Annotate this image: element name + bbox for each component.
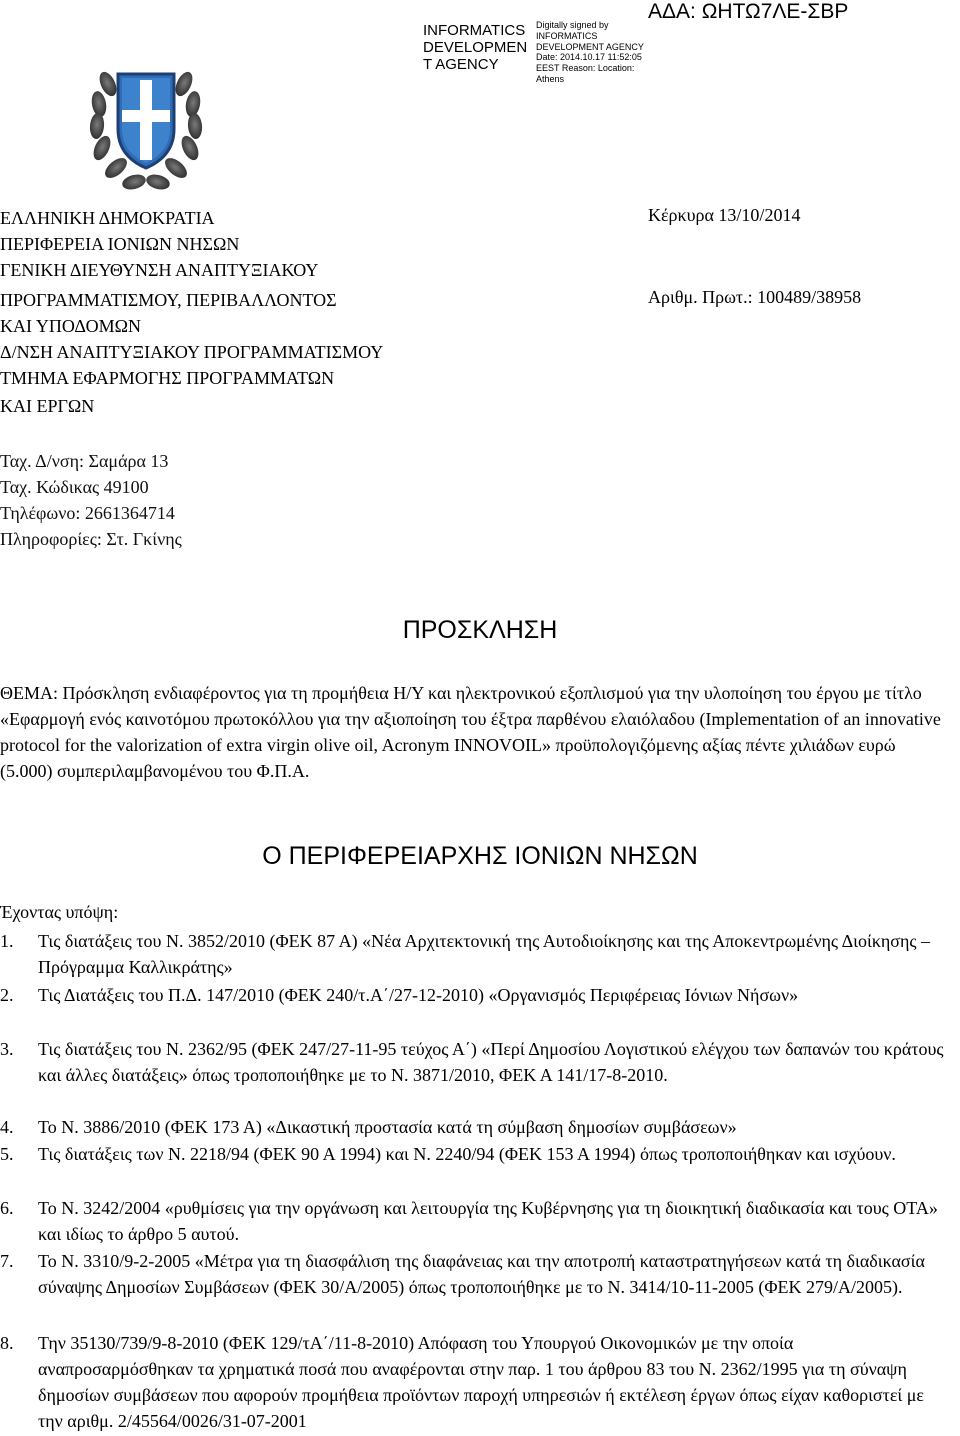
list-item-number: 5. [0, 1144, 14, 1164]
contact-line: Ταχ. Κώδικας 49100 [0, 477, 149, 497]
header-line: ΤΜΗΜΑ ΕΦΑΡΜΟΓΗΣ ΠΡΟΓΡΑΜΜΑΤΩΝ [0, 368, 335, 388]
header-line: ΓΕΝΙΚΗ ΔΙΕΥΘΥΝΣΗ ΑΝΑΠΤΥΞΙΑΚΟΥ [0, 260, 319, 280]
list-item-number: 3. [0, 1039, 14, 1059]
list-item-number: 6. [0, 1198, 14, 1218]
header-line: ΠΕΡΙΦΕΡΕΙΑ ΙΟΝΙΩΝ ΝΗΣΩΝ [0, 234, 240, 254]
header-line: Δ/ΝΣΗ ΑΝΑΠΤΥΞΙΑΚΟΥ ΠΡΟΓΡΑΜΜΑΤΙΣΜΟΥ [0, 342, 384, 362]
list-item-text: Το Ν. 3242/2004 «ρυθμίσεις για την οργάνωση και λειτουργία της Κυβέρνησης για τη διοικητική διαδικασία και τους ΟΤΑ» και ιδίως το άρθρο 5 αυτού. [38, 1198, 938, 1244]
list-item-text: Το Ν. 3886/2010 (ΦΕΚ 173 Α) «Δικαστική προστασία κατά τη σύμβαση δημοσίων συμβάσεων» [38, 1117, 737, 1137]
header-line: ΚΑΙ ΥΠΟΔΟΜΩΝ [0, 316, 142, 336]
list-item-number: 8. [0, 1333, 14, 1353]
list-item-number: 1. [0, 931, 14, 951]
page-title: ΠΡΟΣΚΛΗΣΗ [402, 616, 558, 644]
signature-details: Digitally signed by INFORMATICS DEVELOPMENT AGENCY Date: 2014.10.17 11:52:05 EEST Reason: Location: Athens [536, 20, 644, 84]
list-item-text: Τις διατάξεις του Ν. 3852/2010 (ΦΕΚ 87 Α) «Νέα Αρχιτεκτονική της Αυτοδιοίκησης και της Αποκεντρωμένης Διοίκησης – Πρόγραμμα Καλλικράτης» [38, 931, 931, 977]
list-item-text: Το Ν. 3310/9-2-2005 «Μέτρα για τη διασφάλιση της διαφάνειας και την αποτροπή καταστρατηγήσεων κατά τη διαδικασία σύναψης Δημοσίων Συμβάσεων (ΦΕΚ 30/Α/2005) όπως τροποποιήθηκε με το Ν. 3414/10-11-2005 (ΦΕΚ 279/Α/2005). [38, 1251, 925, 1297]
signature-signer: INFORMATICS DEVELOPMEN T AGENCY [423, 22, 528, 73]
subject-paragraph [0, 680, 945, 784]
list-item-text: Τις διατάξεις του Ν. 2362/95 (ΦΕΚ 247/27-11-95 τεύχος Α΄) «Περί Δημοσίου Λογιστικού ελέγχου των δαπανών του κράτους και άλλες διατάξεις» όπως τροποποιήθηκε με το Ν. 3871/2010, ΦΕΚ Α 141/17-8-2010. [38, 1039, 944, 1085]
header-line: ΕΛΛΗΝΙΚΗ ΔΗΜΟΚΡΑΤΙΑ [0, 208, 215, 228]
place-date: Κέρκυρα 13/10/2014 [648, 205, 801, 225]
contact-line: Ταχ. Δ/νση: Σαμάρα 13 [0, 451, 169, 471]
subject-text: ΘΕΜΑ: Πρόσκληση ενδιαφέροντος για τη προμήθεια Η/Υ και ηλεκτρονικού εξοπλισμού για την υλοποίηση του έργου με τίτλο «Εφαρμογή ενός καινοτόμου πρωτοκόλλου για την αξιοποίηση του έξτρα παρθένου ελαιόλαδου (Implementation of an innovative protocol for the valorization of extra virgin olive oil, Acronym INNOVOIL» προϋπολογιζόμενης αξίας πέντε χιλιάδων ευρώ (5.000) συμπεριλαμβανομένου του Φ.Π.Α. [0, 683, 941, 781]
list-item-text: Την 35130/739/9-8-2010 (ΦΕΚ 129/τΑ΄/11-8-2010) Απόφαση του Υπουργού Οικονομικών με την οποία αναπροσαρμόσθηκαν τα χρηματικά ποσά που αναφέρονται στην παρ. 1 του άρθρου 83 του Ν. 2362/1995 για τη σύναψη δημοσίων συμβάσεων που αφορούν προμήθεια προϊόντων παροχή υπηρεσιών ή εκτέλεση έργων όπως είχαν καθοριστεί με την αριθμ. 2/45564/0026/31-07-2001 [38, 1333, 924, 1431]
greek-coat-of-arms-icon [88, 44, 204, 194]
ada-code: ΑΔΑ: ΩΗΤΩ7ΛΕ-ΣΒΡ [648, 0, 849, 23]
contact-line: Πληροφορίες: Στ. Γκίνης [0, 529, 182, 549]
contact-line: Τηλέφωνο: 2661364714 [0, 503, 175, 523]
list-item-number: 4. [0, 1117, 14, 1137]
header-line: ΚΑΙ ΕΡΓΩΝ [0, 396, 95, 416]
list-item-text: Τις διατάξεις των Ν. 2218/94 (ΦΕΚ 90 Α 1994) και Ν. 2240/94 (ΦΕΚ 153 Α 1994) όπως τροποποιήθηκαν και ισχύουν. [38, 1144, 896, 1164]
regional-governor-heading: Ο ΠΕΡΙΦΕΡΕΙΑΡΧΗΣ ΙΟΝΙΩΝ ΝΗΣΩΝ [262, 842, 698, 870]
list-item-number: 7. [0, 1251, 14, 1271]
list-item-number: 2. [0, 985, 14, 1005]
list-item-text: Τις Διατάξεις του Π.Δ. 147/2010 (ΦΕΚ 240/τ.Α΄/27-12-2010) «Οργανισμός Περιφέρειας Ιόνιων Νήσων» [38, 985, 799, 1005]
protocol-number: Αριθμ. Πρωτ.: 100489/38958 [648, 287, 862, 307]
considering-label: Έχοντας υπόψη: [0, 902, 119, 922]
header-line: ΠΡΟΓΡΑΜΜΑΤΙΣΜΟΥ, ΠΕΡΙΒΑΛΛΟΝΤΟΣ [0, 290, 337, 310]
